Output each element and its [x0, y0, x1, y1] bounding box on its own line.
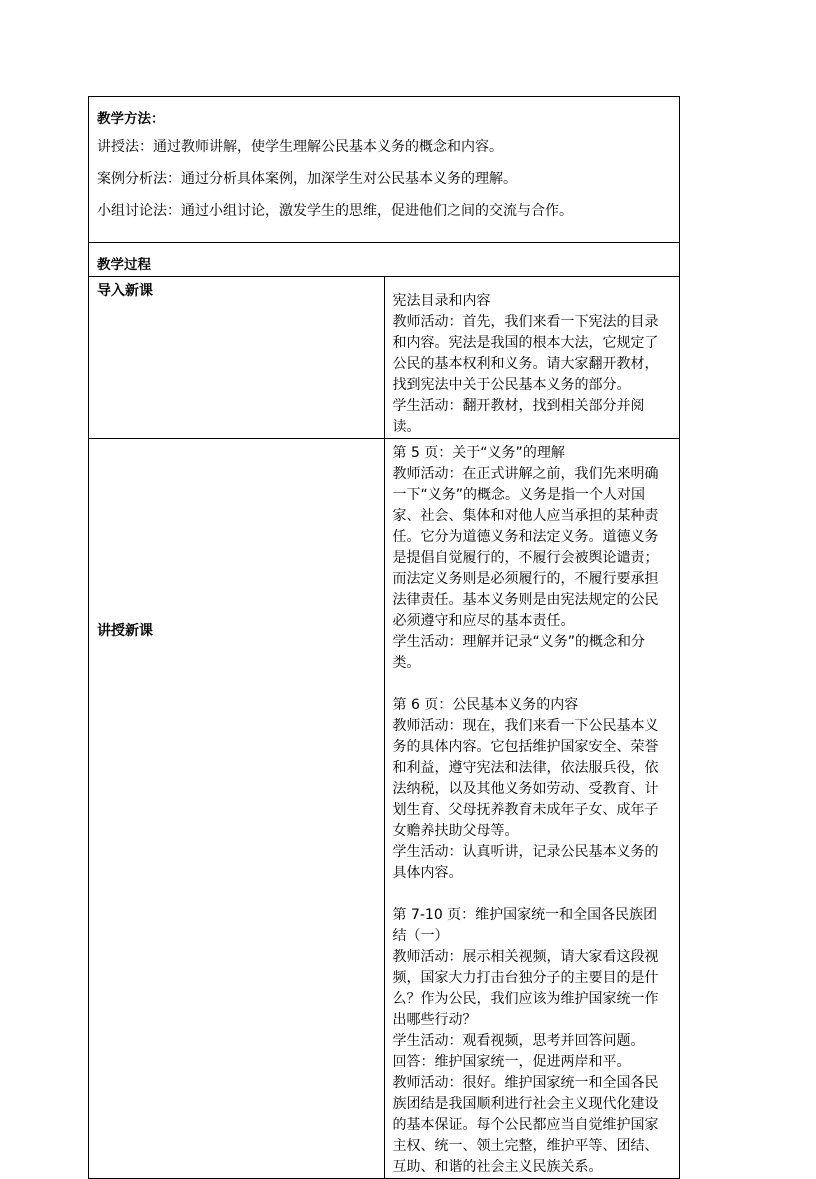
section-1-student-activity: 学生活动：理解并记录“义务”的概念和分类。: [392, 634, 646, 671]
intro-row: [89, 277, 680, 439]
intro-student-activity: 学生活动：翻开教材，找到相关部分并阅读。: [392, 398, 645, 435]
intro-label: 导入新课: [97, 283, 153, 299]
method-case-analysis: 案例分析法：通过分析具体案例，加深学生对公民基本义务的理解。: [97, 171, 517, 187]
section-3-answer: 回答：维护国家统一，促进两岸和平。: [392, 1054, 631, 1070]
section-2-student-activity: 学生活动：认真听讲，记录公民基本义务的具体内容。: [392, 844, 659, 881]
section-3-student-activity: 学生活动：观看视频，思考并回答问题。: [392, 1033, 645, 1049]
teach-label-cell: [89, 439, 385, 1179]
section-2-teacher-activity: 教师活动：现在，我们来看一下公民基本义务的具体内容。它包括维护国家安全、荣誉和利益，遵守宪法和法律，依法服兵役，依法纳税，以及其他义务如劳动、受教育、计划生育、父母抚养教育未成年子女、成年子女赡养扶助父母等。: [392, 718, 659, 839]
process-header-row: [89, 243, 680, 277]
process-header-cell: [89, 243, 680, 277]
intro-heading: 宪法目录和内容: [392, 293, 491, 309]
teach-content-cell: [384, 439, 680, 1179]
method-lecture: 讲授法：通过教师讲解，使学生理解公民基本义务的概念和内容。: [97, 139, 503, 155]
method-group-discussion: 小组讨论法：通过小组讨论，激发学生的思维，促进他们之间的交流与合作。: [97, 203, 573, 219]
section-2-heading: 第 6 页：公民基本义务的内容: [392, 697, 579, 713]
section-1-teacher-activity: 教师活动：在正式讲解之前，我们先来明确一下“义务”的概念。义务是指一个人对国家、社会、集体和对他人应当承担的某种责任。它分为道德义务和法定义务。道德义务是提倡自觉履行的，不履行会被舆论谴责；而法定义务则是必须履行的，不履行要承担法律责任。基本义务则是由宪法规定的公民必须遵守和应尽的基本责任。: [392, 466, 659, 629]
methods-cell: [89, 97, 680, 243]
intro-teacher-activity: 教师活动：首先，我们来看一下宪法的目录和内容。宪法是我国的根本大法，它规定了公民的基本权利和义务。请大家翻开教材，找到宪法中关于公民基本义务的部分。: [392, 314, 659, 393]
section-3-teacher-activity: 教师活动：展示相关视频，请大家看这段视频，国家大力打击台独分子的主要目的是什么？作为公民，我们应该为维护国家统一作出哪些行动？: [392, 949, 659, 1028]
methods-row: [89, 97, 680, 243]
teach-label: 讲授新课: [97, 623, 153, 639]
teach-row: [89, 439, 680, 1179]
process-title: 教学过程: [97, 257, 151, 273]
methods-title: 教学方法：: [97, 111, 165, 127]
section-1-heading: 第 5 页：关于“义务”的理解: [392, 445, 565, 461]
intro-content-cell: [384, 277, 680, 439]
lesson-plan-table: [88, 96, 680, 1179]
section-3-teacher-followup: 教师活动：很好。维护国家统一和全国各民族团结是我国顺利进行社会主义现代化建设的基本保证。每个公民都应当自觉维护国家主权、统一、领土完整，维护平等、团结、互助、和谐的社会主义民族关系。: [392, 1075, 659, 1175]
intro-label-cell: [89, 277, 385, 439]
section-3-heading: 第 7-10 页：维护国家统一和全国各民族团结（一）: [392, 907, 658, 944]
